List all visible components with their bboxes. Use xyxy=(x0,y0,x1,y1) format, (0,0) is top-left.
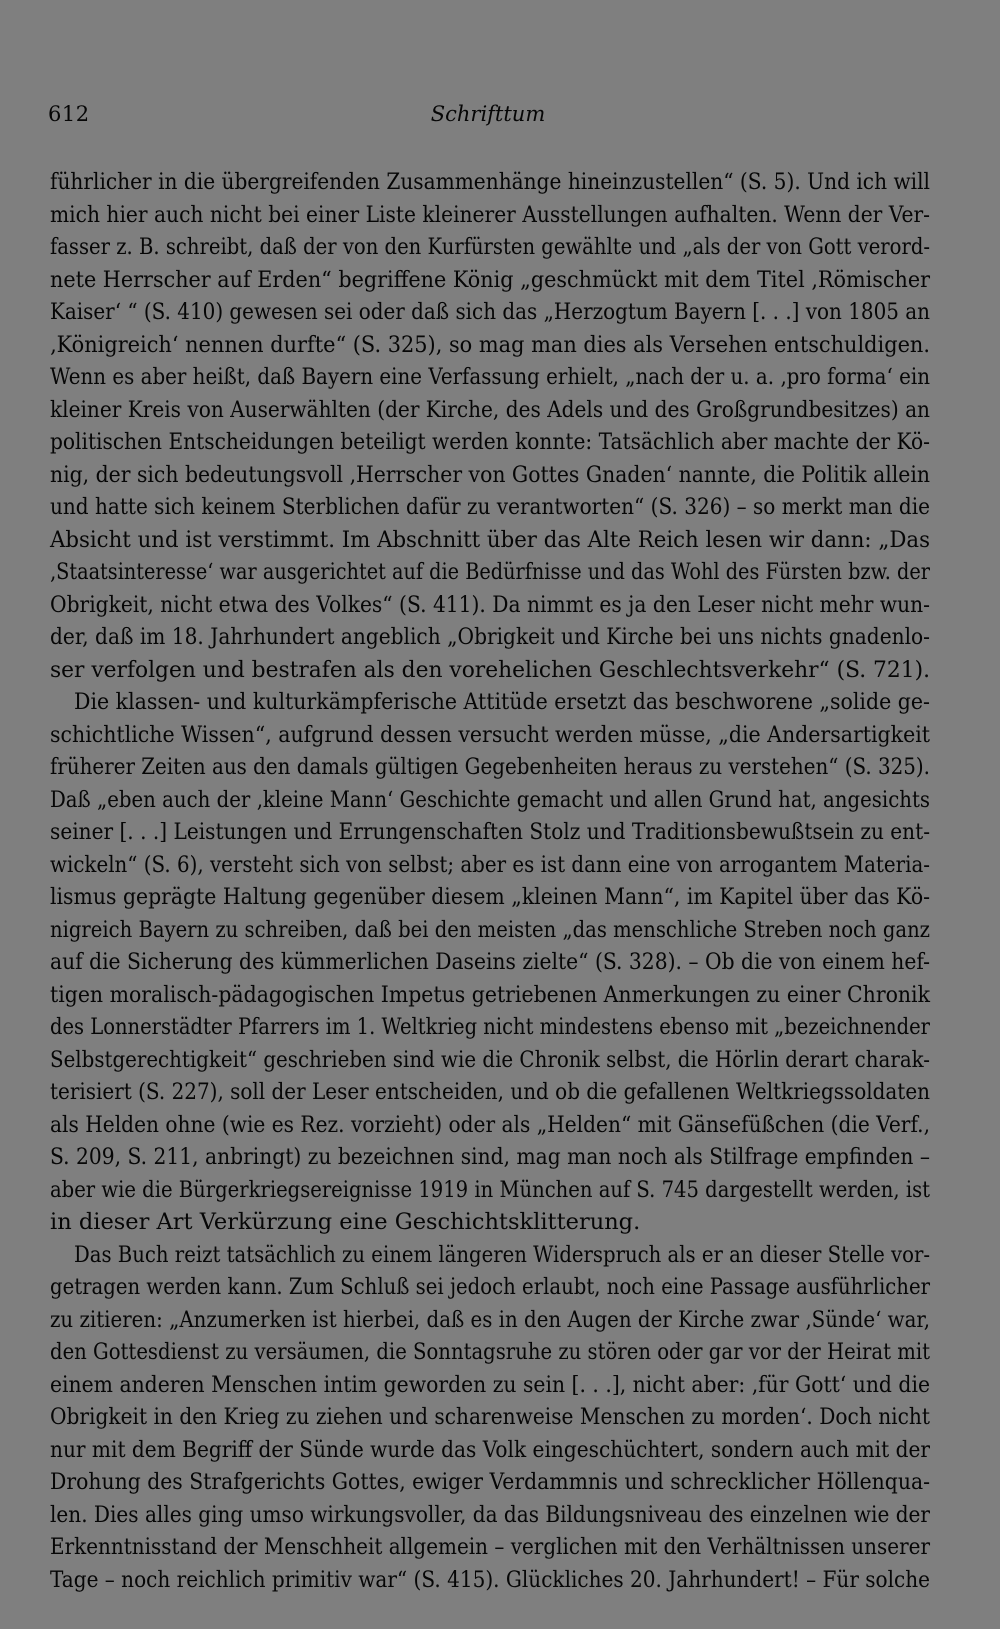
text-line xyxy=(50,784,930,817)
text-line xyxy=(50,1044,930,1077)
text-line-content: S. 209, S. 211, anbringt) zu bezeichnen sind, mag man noch als Stilfrage empfinden – xyxy=(50,1144,930,1170)
text-line xyxy=(50,1336,930,1369)
text-line-content: Selbstgerechtigkeit“ geschrieben sind wie die Chronik selbst, die Hörlin derart charak- xyxy=(50,1046,930,1073)
text-line-content: des Lonnerstädter Pfarrers im 1. Weltkrieg nicht mindestens ebenso mit „bezeichnender xyxy=(50,1014,930,1040)
text-line-content: schichtliche Wissen“, aufgrund dessen versucht werden müsse, „die Andersartigkeit xyxy=(50,721,930,748)
text-line-content: zu zitieren: „Anzumerken ist hierbei, daß es in den Augen der Kirche zwar ‚Sünde‘ war, xyxy=(50,1306,930,1333)
text-line xyxy=(50,1206,930,1239)
text-line xyxy=(50,1531,930,1564)
text-line xyxy=(50,394,930,427)
text-line xyxy=(50,426,930,459)
text-line xyxy=(50,556,930,589)
text-line-content: Wenn es aber heißt, daß Bayern eine Verfassung erhielt, „nach der u. a. ‚pro forma‘ ein xyxy=(50,364,930,390)
text-line xyxy=(50,1564,930,1597)
text-line-content: und hatte sich keinem Sterblichen dafür zu verantworten“ (S. 326) – so merkt man die xyxy=(50,494,930,520)
text-line-content: Tage – noch reichlich primitiv war“ (S. 415). Glückliches 20. Jahrhundert! – Für solche xyxy=(50,1566,930,1593)
text-line xyxy=(50,686,930,719)
text-line-content: fasser z. B. schreibt, daß der von den Kurfürsten gewählte und „als der von Gott verord- xyxy=(50,234,930,260)
text-line xyxy=(50,361,930,394)
text-line-content: len. Dies alles ging umso wirkungsvoller, da das Bildungsniveau des einzelnen wie der xyxy=(50,1501,930,1528)
text-line-content: auf die Sicherung des kümmerlichen Daseins zielte“ (S. 328). – Ob die von einem hef- xyxy=(50,949,930,975)
text-line xyxy=(50,816,930,849)
text-line xyxy=(50,1596,930,1629)
text-line-content: mich hier auch nicht bei einer Liste kleinerer Ausstellungen aufhalten. Wenn der Ver- xyxy=(50,201,930,228)
text-line xyxy=(50,1239,930,1272)
text-line xyxy=(50,329,930,362)
text-line-content: den Gottesdienst zu versäumen, die Sonntagsruhe zu stören oder gar vor der Heirat mit xyxy=(50,1339,930,1365)
text-line xyxy=(50,589,930,622)
text-line xyxy=(50,1076,930,1109)
text-line-content: ‚Königreich‘ nennen durfte“ (S. 325), so mag man dies als Versehen entschuldigen. xyxy=(50,331,930,358)
text-line xyxy=(50,914,930,947)
page-header xyxy=(48,102,928,132)
page-number: 612 xyxy=(48,102,90,126)
text-line xyxy=(50,264,930,297)
text-line xyxy=(50,1369,930,1402)
text-line xyxy=(50,654,930,687)
text-line-content: einem anderen Menschen intim geworden zu sein [. . .], nicht aber: ‚für Gott‘ und die xyxy=(50,1371,930,1398)
text-line xyxy=(50,719,930,752)
text-line-content: Erkenntnisstand der Menschheit allgemein – verglichen mit den Verhältnissen unserer xyxy=(50,1534,930,1560)
text-line-content: nur mit dem Begriff der Sünde wurde das Volk eingeschüchtert, sondern auch mit der xyxy=(50,1436,930,1463)
body-text xyxy=(50,166,930,1629)
text-line-content: der, daß im 18. Jahrhundert angeblich „Obrigkeit und Kirche bei uns nichts gnadenlo- xyxy=(50,624,930,650)
text-line-content: nig, der sich bedeutungsvoll ‚Herrscher von Gottes Gnaden‘ nannte, die Politik allein xyxy=(50,461,930,488)
text-line-content: terisiert (S. 227), soll der Leser entscheiden, und ob die gefallenen Weltkriegssoldaten xyxy=(50,1079,930,1105)
text-line xyxy=(50,199,930,232)
text-line-content: Absicht und ist verstimmt. Im Abschnitt über das Alte Reich lesen wir dann: „Das xyxy=(50,526,930,553)
text-line-content: führlicher in die übergreifenden Zusammenhänge hineinzustellen“ (S. 5). Und ich will xyxy=(50,169,930,195)
text-line-content: Drohung des Strafgerichts Gottes, ewiger Verdammnis und schrecklicher Höllenqua- xyxy=(50,1469,930,1495)
text-line xyxy=(50,524,930,557)
text-line-content: nigreich Bayern zu schreiben, daß bei den meisten „das menschliche Streben noch ganz xyxy=(50,916,930,943)
text-line xyxy=(50,1304,930,1337)
text-line xyxy=(50,166,930,199)
text-line xyxy=(50,751,930,784)
text-line xyxy=(50,231,930,264)
text-line xyxy=(50,979,930,1012)
text-line-content: aber wie die Bürgerkriegsereignisse 1919 in München auf S. 745 dargestellt werden, ist xyxy=(50,1176,930,1203)
text-line-content: wickeln“ (S. 6), versteht sich von selbst; aber es ist dann eine von arrogantem Materia- xyxy=(50,851,930,878)
text-line-content: tigen moralisch-pädagogischen Impetus getriebenen Anmerkungen zu einer Chronik xyxy=(50,981,930,1008)
text-line-content: Obrigkeit in den Krieg zu ziehen und scharenweise Menschen zu morden‘. Doch nicht xyxy=(50,1404,930,1430)
text-line xyxy=(50,1466,930,1499)
text-line-content: lismus geprägte Haltung gegenüber diesem „kleinen Mann“, im Kapitel über das Kö- xyxy=(50,884,930,910)
running-head: Schrifttum xyxy=(430,102,546,126)
text-line xyxy=(50,946,930,979)
text-line-content: nete Herrscher auf Erden“ begriffene König „geschmückt mit dem Titel ‚Römischer xyxy=(50,266,930,293)
text-line-content: Kaiser‘ “ (S. 410) gewesen sei oder daß sich das „Herzogtum Bayern [. . .] von 1805 an xyxy=(50,299,930,325)
text-line-content: früherer Zeiten aus den damals gültigen Gegebenheiten heraus zu verstehen“ (S. 325). xyxy=(50,754,930,780)
text-line xyxy=(50,1109,930,1142)
text-line-content: politischen Entscheidungen beteiligt werden konnte: Tatsächlich aber machte der Kö- xyxy=(50,429,930,455)
text-line xyxy=(50,1011,930,1044)
text-line xyxy=(50,1174,930,1207)
text-line xyxy=(50,1141,930,1174)
text-line-content: kleiner Kreis von Auserwählten (der Kirche, des Adels und des Großgrundbesitzes) an xyxy=(50,396,930,423)
text-line-content: Obrigkeit, nicht etwa des Volkes“ (S. 411). Da nimmt es ja den Leser nicht mehr wun- xyxy=(50,591,930,618)
text-line xyxy=(50,491,930,524)
text-line-content: Das Buch reizt tatsächlich zu einem längeren Widerspruch als er an dieser Stelle vor- xyxy=(74,1241,930,1268)
text-line xyxy=(50,1499,930,1532)
text-line-content: seiner [. . .] Leistungen und Errungenschaften Stolz und Traditionsbewußtsein zu ent- xyxy=(50,819,930,845)
text-line xyxy=(50,459,930,492)
text-line-content: in dieser Art Verkürzung eine Geschichtsklitterung. xyxy=(50,1209,641,1235)
text-line-content: ‚Staatsinteresse‘ war ausgerichtet auf die Bedürfnisse und das Wohl des Fürsten bzw. der xyxy=(50,559,930,585)
text-line-content: als Helden ohne (wie es Rez. vorzieht) oder als „Helden“ mit Gänsefüßchen (die Verf., xyxy=(50,1111,930,1138)
text-line-content: Daß „eben auch der ‚kleine Mann‘ Geschichte gemacht und allen Grund hat, angesichts xyxy=(50,786,930,813)
text-line-content: ser verfolgen und bestrafen als den vorehelichen Geschlechtsverkehr“ (S. 721). xyxy=(50,656,930,683)
text-line-content: getragen werden kann. Zum Schluß sei jedoch erlaubt, noch eine Passage ausführlicher xyxy=(50,1274,930,1300)
text-line xyxy=(50,1401,930,1434)
text-line xyxy=(50,849,930,882)
text-line xyxy=(50,881,930,914)
text-line xyxy=(50,621,930,654)
text-line xyxy=(50,1434,930,1467)
text-line xyxy=(50,296,930,329)
text-line-content: Die klassen- und kulturkämpferische Attitüde ersetzt das beschworene „solide ge- xyxy=(74,689,930,715)
text-line xyxy=(50,1271,930,1304)
